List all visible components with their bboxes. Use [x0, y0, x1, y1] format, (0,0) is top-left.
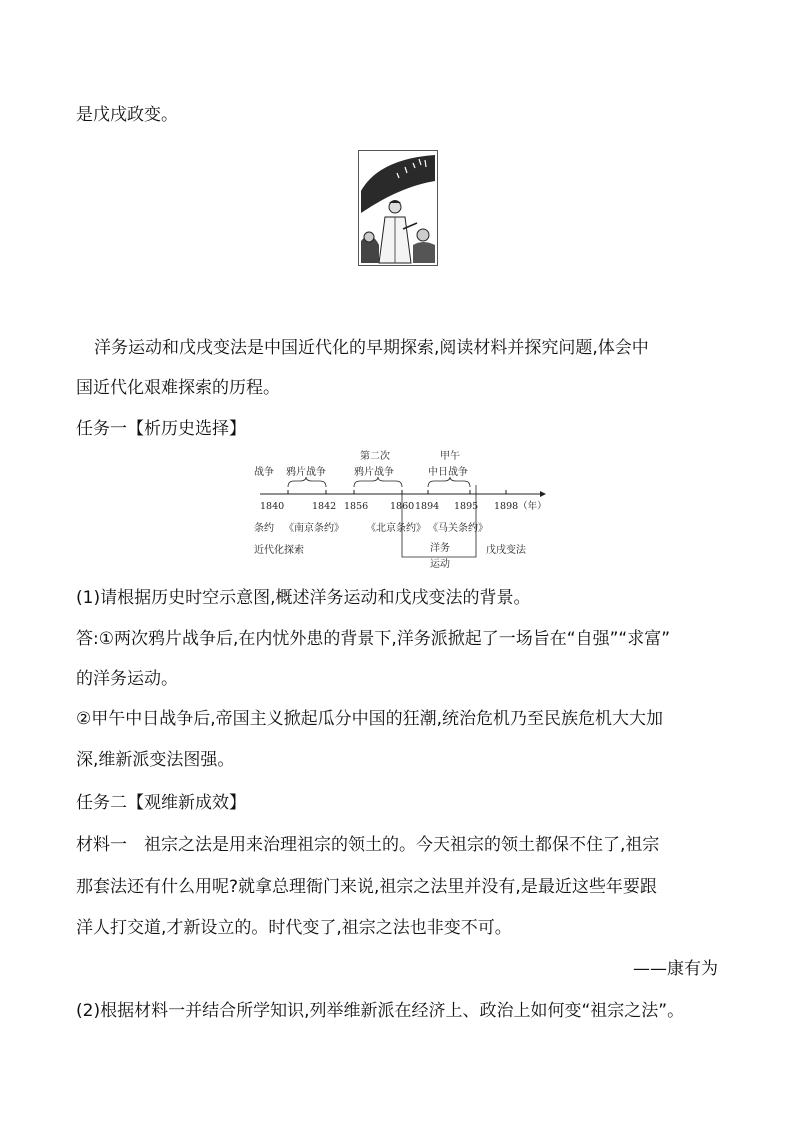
q1-answer-line4: 深,维新派变法图强。	[76, 750, 235, 770]
war-second-opium-label2: 鸦片战争	[354, 467, 394, 478]
reform-label: 戊戌变法	[486, 545, 526, 556]
year-1898: 1898（年）	[494, 501, 547, 512]
treaty-beijing: 《北京条约》	[366, 523, 426, 534]
q2-question: (2)根据材料一并结合所学知识,列举维新派在经济上、政治上如何变“祖宗之法”。	[76, 1001, 685, 1021]
q1-answer-line3: ②甲午中日战争后,帝国主义掀起瓜分中国的狂潮,统治危机乃至民族危机大大加	[76, 709, 664, 729]
row-label-treaty: 条约	[254, 523, 274, 534]
year-1840: 1840	[260, 501, 285, 512]
year-1860: 1860	[390, 501, 415, 512]
treaty-shimonoseki: 《马关条约》	[428, 523, 488, 534]
year-1894: 1894	[415, 501, 440, 512]
q1-answer-line1: 答:①两次鸦片战争后,在内忧外患的背景下,洋务派掀起了一场旨在“自强”“求富”	[76, 629, 671, 649]
brace-second-opium	[354, 477, 402, 487]
task1-title: 任务一【析历史选择】	[76, 419, 246, 439]
year-1895: 1895	[454, 501, 479, 512]
timeline-diagram	[250, 445, 560, 575]
row-label-war: 战争	[254, 467, 274, 478]
material1-line2: 那套法还有什么用呢?就拿总理衙门来说,祖宗之法里并没有,是最近这些年要跟	[76, 877, 657, 897]
cartoon-illustration	[358, 150, 438, 266]
task2-title: 任务二【观维新成效】	[76, 793, 246, 813]
treaty-nanjing: 《南京条约》	[284, 523, 344, 534]
year-1856: 1856	[344, 501, 369, 512]
intro-text: 是戊戌政变。	[76, 105, 178, 125]
war-sino-japanese-label2: 中日战争	[428, 467, 468, 478]
westernization-label1: 洋务	[430, 543, 450, 554]
question-intro-line1: 洋务运动和戊戌变法是中国近代化的早期探索,阅读材料并探究问题,体会中	[94, 338, 649, 358]
row-label-exploration: 近代化探索	[254, 545, 304, 556]
brace-sino-japanese	[428, 477, 470, 487]
material1-line1: 材料一 祖宗之法是用来治理祖宗的领土的。今天祖宗的领土都保不住了,祖宗	[76, 835, 660, 855]
year-1842: 1842	[312, 501, 337, 512]
question-intro-line2: 国近代化艰难探索的历程。	[76, 378, 280, 398]
war-second-opium-label1: 第二次	[360, 451, 390, 462]
westernization-label2: 运动	[430, 559, 450, 570]
war-opium-label: 鸦片战争	[286, 467, 326, 478]
material1-source: ——康有为	[633, 959, 718, 979]
timeline-arrow	[540, 491, 546, 497]
brace-opium	[288, 477, 326, 487]
q1-question: (1)请根据历史时空示意图,概述洋务运动和戊戌变法的背景。	[76, 588, 531, 608]
war-sino-japanese-label1: 甲午	[440, 451, 460, 462]
cartoon-illustration-icon	[359, 151, 437, 265]
material1-line3: 洋人打交道,才新设立的。时代变了,祖宗之法也非变不可。	[76, 918, 512, 938]
q1-answer-line2: 的洋务运动。	[76, 669, 178, 689]
